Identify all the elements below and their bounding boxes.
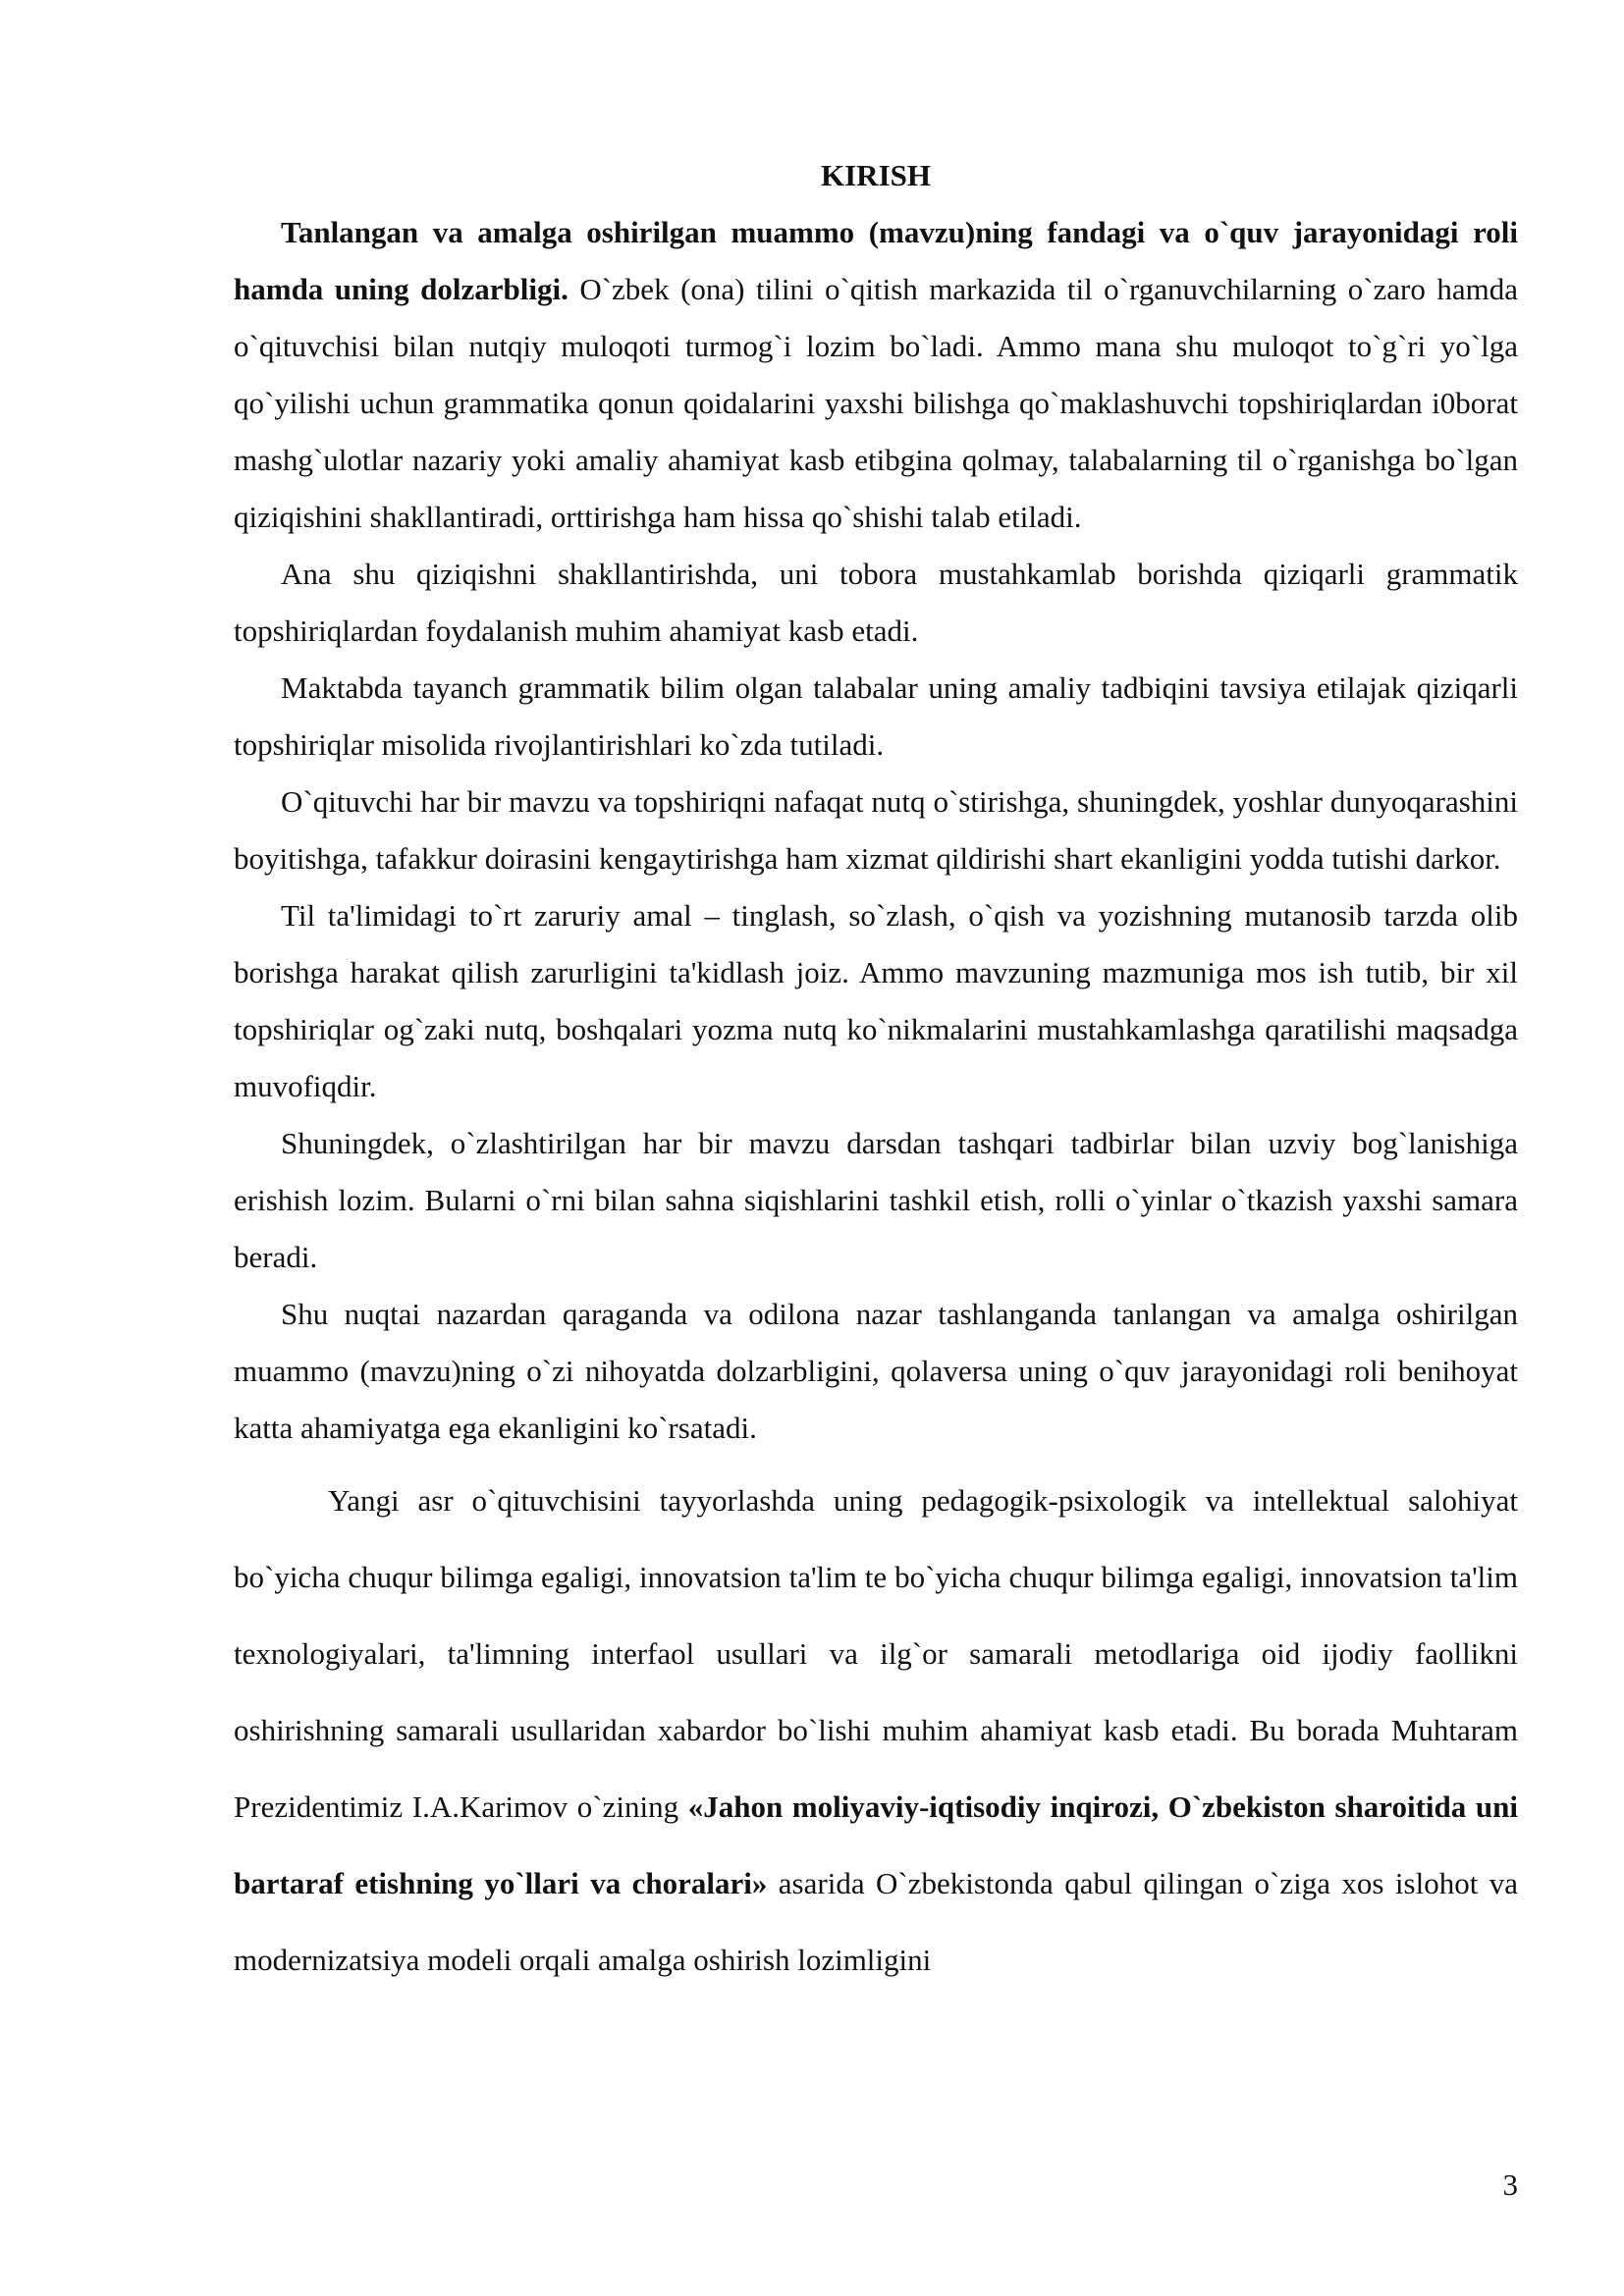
paragraph-1-text: O`zbek (ona) tilini o`qitish markazida til o`rganuvchilarning o`zaro hamda o`qituvchisi bilan nutqiy muloqoti turmog`i lozim bo`ladi. Ammo mana shu muloqot to`g`ri yo`lga qo`yilishi uchun grammatika qonun qoidalarini yaxshi bilishga qo`maklashuvchi topshiriqlardan i0borat mashg`ulotlar nazariy yoki amaliy ahamiyat kasb etibgina qolmay, talabalarning til o`rganishga bo`lgan qiziqishini shakllantiradi, orttirishga ham hissa qo`shishi talab etiladi. bbox=[234, 272, 1519, 534]
paragraph-8-text-1: Yangi asr o`qituvchisini tayyorlashda uning pedagogik-psixologik va intellektual salohiyat bo`yicha chuqur bilimga egaligi, innovatsion ta'lim te bo`yicha chuqur bilimga egaligi, innovatsion ta'lim texnologiyalari, ta'limning interfaol usullari va ilg`or samarali metodlariga oid ijodiy faollikni oshirishning samarali usullaridan xabardor bo`lishi muhim ahamiyat kasb etadi. Bu borada Muhtaram Prezidentimiz I.A.Karimov o`zining bbox=[234, 1483, 1518, 1824]
document-page bbox=[234, 147, 1518, 1999]
paragraph-3: Maktabda tayanch grammatik bilim olgan talabalar uning amaliy tadbiqini tavsiya etilajak qiziqarli topshiriqlar misolida rivojlantirishlari ko`zda tutiladi. bbox=[234, 670, 1518, 762]
paragraph-1 bbox=[234, 204, 1518, 546]
paragraph-8 bbox=[234, 1463, 1518, 1999]
paragraph-7: Shu nuqtai nazardan qaraganda va odilona nazar tashlanganda tanlangan va amalga oshirilgan muammo (mavzu)ning o`zi nihoyatda dolzarbligini, qolaversa uning o`quv jarayonidagi roli benihoyat katta ahamiyatga ega ekanligini ko`rsatadi. bbox=[234, 1297, 1518, 1445]
paragraph-8-text-2: asarida O`zbekistonda qabul qilingan o`ziga xos islohot va modernizatsiya modeli orqali amalga oshirish lozimligini bbox=[234, 1866, 1518, 1977]
paragraph-4: O`qituvchi har bir mavzu va topshiriqni nafaqat nutq o`stirishga, shuningdek, yoshlar dunyoqarashini boyitishga, tafakkur doirasini kengaytirishga ham xizmat qildirishi shart ekanligini yodda tutishi darkor. bbox=[234, 784, 1518, 876]
section-heading: KIRISH bbox=[821, 158, 931, 192]
paragraph-6: Shuningdek, o`zlashtirilgan har bir mavzu darsdan tashqari tadbirlar bilan uzviy bog`lanishiga erishish lozim. Bularni o`rni bilan sahna siqishlarini tashkil etish, rolli o`yinlar o`tkazish yaxshi samara beradi. bbox=[234, 1126, 1518, 1274]
paragraph-2: Ana shu qiziqishni shakllantirishda, uni tobora mustahkamlab borishda qiziqarli grammatik topshiriqlardan foydalanish muhim ahamiyat kasb etadi. bbox=[234, 557, 1518, 648]
paragraph-1-bold-lead: Tanlangan va amalga oshirilgan muammo (mavzu)ning fandagi va o`quv jarayonidagi roli hamda uning dolzarbligi. bbox=[234, 215, 1518, 306]
paragraph-5: Til ta'limidagi to`rt zaruriy amal – tinglash, so`zlash, o`qish va yozishning mutanosib tarzda olib borishga harakat qilish zarurligini ta'kidlash joiz. Ammo mavzuning mazmuniga mos ish tutib, bir xil topshiriqlar og`zaki nutq, boshqalari yozma nutq ko`nikmalarini mustahkamlashga qaratilishi maqsadga muvofiqdir. bbox=[234, 898, 1518, 1103]
paragraph-8-book-title: «Jahon moliyaviy-iqtisodiy inqirozi, O`zbekiston sharoitida uni bartaraf etishning yo`llari va choralari» bbox=[234, 1789, 1518, 1900]
page-number: 3 bbox=[1502, 2167, 1518, 2202]
